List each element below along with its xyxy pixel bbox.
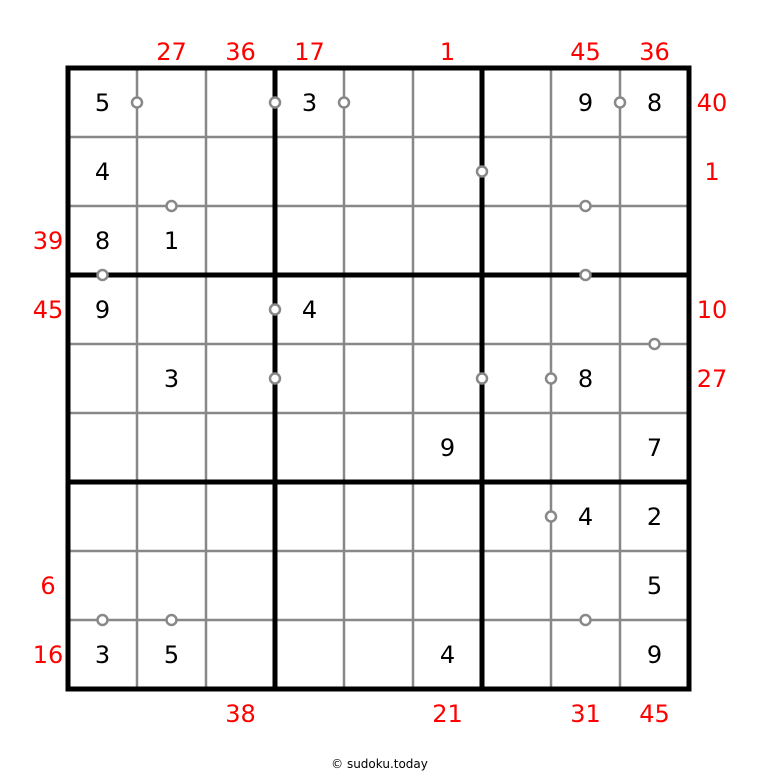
sudoku-cell[interactable] [620,413,689,482]
left-clue: 45 [32,296,64,324]
cell-hit-area[interactable] [275,137,344,206]
sudoku-cell[interactable] [275,68,344,137]
right-clue: 1 [704,158,720,186]
top-clue: 1 [439,38,456,66]
bottom-clue: 31 [570,700,601,728]
sudoku-cell[interactable] [620,137,689,206]
sudoku-cell[interactable] [620,551,689,620]
cell-hit-area[interactable] [275,206,344,275]
cell-hit-area[interactable] [551,551,620,620]
right-clue: 10 [696,296,728,324]
sudoku-cell[interactable] [68,551,137,620]
given-digit: 4 [301,296,318,324]
cell-hit-area[interactable] [482,275,551,344]
sudoku-cell[interactable] [551,137,620,206]
sudoku-cell[interactable] [68,482,137,551]
cell-hit-area[interactable] [482,413,551,482]
cell-hit-area[interactable] [413,482,482,551]
cell-hit-area[interactable] [206,551,275,620]
cell-hit-area[interactable] [482,68,551,137]
cells[interactable] [68,68,689,689]
sudoku-cell[interactable] [551,620,620,689]
sudoku-cell[interactable] [620,344,689,413]
cell-hit-area[interactable] [413,206,482,275]
given-digit: 9 [646,641,663,669]
cell-hit-area[interactable] [275,482,344,551]
sudoku-cell[interactable] [137,551,206,620]
sudoku-cell[interactable] [206,551,275,620]
bottom-clue: 21 [432,700,463,728]
cell-hit-area[interactable] [344,482,413,551]
given-digit: 5 [163,641,180,669]
given-digit: 9 [577,89,594,117]
sudoku-cell[interactable] [413,413,482,482]
top-clue: 17 [294,38,325,66]
sudoku-cell[interactable] [68,344,137,413]
sudoku-cell[interactable] [137,344,206,413]
cell-hit-area[interactable] [344,620,413,689]
sudoku-cell[interactable] [344,275,413,344]
cell-hit-area[interactable] [275,551,344,620]
given-digit: 3 [163,365,180,393]
given-digit: 4 [439,641,456,669]
sudoku-cell[interactable] [275,137,344,206]
sudoku-cell[interactable] [137,137,206,206]
cell-hit-area[interactable] [482,620,551,689]
top-clue: 36 [225,38,256,66]
cell-hit-area[interactable] [551,206,620,275]
cell-hit-area[interactable] [551,275,620,344]
sudoku-cell[interactable] [137,482,206,551]
cell-hit-area[interactable] [275,620,344,689]
sudoku-cell[interactable] [275,206,344,275]
sudoku-cell[interactable] [620,275,689,344]
cell-hit-area[interactable] [482,344,551,413]
cell-hit-area[interactable] [413,68,482,137]
sudoku-cell[interactable] [551,413,620,482]
cell-hit-area[interactable] [206,344,275,413]
sudoku-cell[interactable] [413,344,482,413]
sudoku-cell[interactable] [206,413,275,482]
cell-hit-area[interactable] [206,68,275,137]
sudoku-cell[interactable] [482,551,551,620]
given-digit: 8 [94,227,111,255]
sudoku-cell[interactable] [68,275,137,344]
cell-hit-area[interactable] [137,551,206,620]
left-clue: 39 [32,227,64,255]
sudoku-cell[interactable] [551,344,620,413]
cell-hit-area[interactable] [482,482,551,551]
bottom-clue: 38 [225,700,256,728]
sudoku-cell[interactable] [551,68,620,137]
sudoku-cell[interactable] [206,206,275,275]
sudoku-cell[interactable] [206,68,275,137]
cell-hit-area[interactable] [413,344,482,413]
cell-hit-area[interactable] [68,482,137,551]
cell-hit-area[interactable] [275,413,344,482]
cell-hit-area[interactable] [68,344,137,413]
sudoku-cell[interactable] [413,68,482,137]
sudoku-cell[interactable] [344,482,413,551]
cell-hit-area[interactable] [620,206,689,275]
sudoku-cell[interactable] [413,620,482,689]
given-digit: 5 [94,89,111,117]
cell-hit-area[interactable] [620,344,689,413]
sudoku-cell[interactable] [206,344,275,413]
sudoku-cell[interactable] [413,482,482,551]
cell-hit-area[interactable] [137,68,206,137]
sudoku-cell[interactable] [68,137,137,206]
bottom-clue: 45 [639,700,670,728]
sudoku-cell[interactable] [482,482,551,551]
top-clue: 36 [639,38,670,66]
sudoku-cell[interactable] [413,275,482,344]
cell-hit-area[interactable] [551,620,620,689]
sudoku-cell[interactable] [482,206,551,275]
given-digit: 2 [646,503,663,531]
sudoku-cell[interactable] [482,344,551,413]
cell-hit-area[interactable] [206,275,275,344]
cell-hit-area[interactable] [551,137,620,206]
sudoku-cell[interactable] [413,551,482,620]
footer-credit: © sudoku.today [331,757,428,771]
sudoku-cell[interactable] [68,68,137,137]
given-digit: 3 [94,641,111,669]
cell-hit-area[interactable] [344,344,413,413]
top-clue: 27 [156,38,187,66]
cell-hit-area[interactable] [344,68,413,137]
cell-hit-area[interactable] [344,137,413,206]
sudoku-cell[interactable] [275,275,344,344]
right-clue: 40 [696,89,728,117]
cell-hit-area[interactable] [413,551,482,620]
given-digit: 9 [94,296,111,324]
given-digit: 4 [94,158,111,186]
cell-hit-area[interactable] [482,206,551,275]
sudoku-cell[interactable] [482,413,551,482]
cell-hit-area[interactable] [344,413,413,482]
sudoku-cell[interactable] [68,206,137,275]
right-clue: 27 [696,365,728,393]
cell-hit-area[interactable] [275,344,344,413]
sudoku-cell[interactable] [137,206,206,275]
sudoku-cell[interactable] [551,551,620,620]
cell-hit-area[interactable] [206,620,275,689]
sudoku-cell[interactable] [413,206,482,275]
sudoku-cell[interactable] [275,551,344,620]
sudoku-cell[interactable] [620,68,689,137]
sudoku-cell[interactable] [68,620,137,689]
cell-hit-area[interactable] [68,413,137,482]
sudoku-cell[interactable] [551,482,620,551]
sudoku-cell[interactable] [344,206,413,275]
sudoku-cell[interactable] [620,206,689,275]
sudoku-cell[interactable] [344,344,413,413]
cell-hit-area[interactable] [413,275,482,344]
sudoku-cell[interactable] [620,620,689,689]
sudoku-cell[interactable] [344,68,413,137]
cell-hit-area[interactable] [137,137,206,206]
cell-hit-area[interactable] [206,137,275,206]
sudoku-cell[interactable] [137,620,206,689]
sudoku-cell[interactable] [551,206,620,275]
left-clue: 6 [40,572,56,600]
given-digit: 9 [439,434,456,462]
cell-hit-area[interactable] [206,482,275,551]
cell-hit-area[interactable] [206,413,275,482]
cell-hit-area[interactable] [137,482,206,551]
cell-hit-area[interactable] [344,206,413,275]
sudoku-cell[interactable] [344,413,413,482]
sudoku-cell[interactable] [275,344,344,413]
sudoku-cell[interactable] [344,137,413,206]
sudoku-cell[interactable] [482,137,551,206]
cell-hit-area[interactable] [206,206,275,275]
given-digit: 8 [646,89,663,117]
sudoku-cell[interactable] [275,413,344,482]
sudoku-cell[interactable] [68,413,137,482]
cell-hit-area[interactable] [344,275,413,344]
cell-hit-area[interactable] [620,137,689,206]
sudoku-cell[interactable] [206,620,275,689]
sudoku-cell[interactable] [482,68,551,137]
cell-hit-area[interactable] [620,275,689,344]
left-clue: 16 [32,641,64,669]
sudoku-cell[interactable] [344,551,413,620]
cell-hit-area[interactable] [344,551,413,620]
sudoku-cell[interactable] [344,620,413,689]
given-digit: 7 [646,434,663,462]
sudoku-cell[interactable] [137,413,206,482]
sudoku-cell[interactable] [275,482,344,551]
sudoku-cell[interactable] [482,275,551,344]
given-digit: 8 [577,365,594,393]
sudoku-cell[interactable] [206,482,275,551]
cell-hit-area[interactable] [68,551,137,620]
sudoku-cell[interactable] [275,620,344,689]
cell-hit-area[interactable] [551,413,620,482]
sudoku-cell[interactable] [206,137,275,206]
cell-hit-area[interactable] [137,275,206,344]
cell-hit-area[interactable] [137,413,206,482]
cell-hit-area[interactable] [413,137,482,206]
sudoku-cell[interactable] [137,275,206,344]
sudoku-cell[interactable] [551,275,620,344]
cell-hit-area[interactable] [482,551,551,620]
given-digit: 1 [163,227,180,255]
given-digit: 4 [577,503,594,531]
top-clue: 45 [570,38,601,66]
sudoku-cell[interactable] [413,137,482,206]
given-digit: 3 [301,89,318,117]
sudoku-cell[interactable] [137,68,206,137]
sudoku-cell[interactable] [620,482,689,551]
sudoku-cell[interactable] [482,620,551,689]
sudoku-cell[interactable] [206,275,275,344]
given-digit: 5 [646,572,663,600]
cell-hit-area[interactable] [482,137,551,206]
